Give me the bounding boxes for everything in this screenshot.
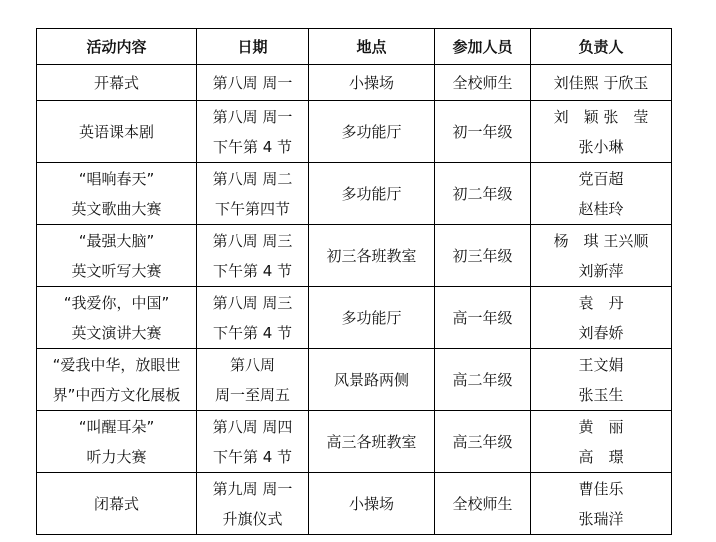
cell-text: 赵桂玲 [578, 199, 624, 218]
cell-activity [37, 473, 197, 535]
cell-text: 第八周 周二 [212, 169, 293, 188]
cell-text: 高二年级 [452, 370, 513, 389]
cell-text: 下午第 4 节 [212, 447, 293, 466]
cell-text: 袁 丹 [578, 293, 624, 312]
table-row [37, 411, 672, 473]
cell-date [197, 163, 309, 225]
cell-text: 英文听写大赛 [71, 261, 162, 280]
cell-text: 王文娟 [578, 355, 624, 374]
header-place: 地点 [309, 29, 435, 65]
cell-text: 曹佳乐 [578, 479, 624, 498]
cell-text: 英文歌曲大赛 [71, 199, 162, 218]
cell-place [309, 163, 435, 225]
header-participants: 参加人员 [435, 29, 531, 65]
cell-activity [37, 411, 197, 473]
table-row [37, 65, 672, 101]
cell-leaders [531, 163, 672, 225]
header-date: 日期 [197, 29, 309, 65]
cell-text: 开幕式 [93, 73, 139, 92]
cell-leaders [531, 101, 672, 163]
cell-text: “爱我中华，放眼世 [52, 355, 181, 374]
cell-text: 周一至周五 [214, 385, 290, 404]
cell-date [197, 349, 309, 411]
cell-text: 多功能厅 [341, 184, 402, 203]
schedule-table [36, 28, 672, 535]
cell-activity [37, 349, 197, 411]
cell-place [309, 473, 435, 535]
cell-text: 初三年级 [452, 246, 513, 265]
cell-date [197, 65, 309, 101]
cell-text: 高一年级 [452, 308, 513, 327]
cell-text: 英文演讲大赛 [71, 323, 162, 342]
cell-participants [435, 163, 531, 225]
table-body [37, 65, 672, 535]
cell-text: 第九周 周一 [212, 479, 293, 498]
cell-text: 第八周 [229, 355, 275, 374]
cell-leaders [531, 473, 672, 535]
cell-leaders [531, 65, 672, 101]
cell-participants [435, 225, 531, 287]
cell-text: “最强大脑” [78, 231, 155, 250]
cell-text: 风景路两侧 [333, 370, 409, 389]
cell-activity [37, 287, 197, 349]
header-row [37, 29, 672, 65]
cell-text: “叫醒耳朵” [78, 417, 155, 436]
cell-text: 多功能厅 [341, 308, 402, 327]
cell-text: 多功能厅 [341, 122, 402, 141]
cell-text: 高三各班教室 [326, 432, 417, 451]
cell-text: 初二年级 [452, 184, 513, 203]
table-row [37, 163, 672, 225]
cell-text: 英语课本剧 [78, 122, 154, 141]
cell-place [309, 225, 435, 287]
cell-activity [37, 163, 197, 225]
table-row [37, 225, 672, 287]
cell-text: 下午第四节 [214, 199, 290, 218]
header-leaders: 负责人 [531, 29, 672, 65]
cell-date [197, 473, 309, 535]
cell-text: 小操场 [348, 73, 394, 92]
cell-text: 初一年级 [452, 122, 513, 141]
cell-text: “唱响春天” [78, 169, 155, 188]
cell-text: 全校师生 [452, 494, 513, 513]
cell-date [197, 411, 309, 473]
cell-text: “我爱你，中国” [63, 293, 170, 312]
cell-date [197, 225, 309, 287]
cell-text: 张瑞洋 [578, 509, 624, 528]
cell-place [309, 287, 435, 349]
cell-place [309, 411, 435, 473]
cell-activity [37, 101, 197, 163]
cell-text: 下午第 4 节 [212, 261, 293, 280]
cell-leaders [531, 411, 672, 473]
cell-participants [435, 287, 531, 349]
cell-place [309, 349, 435, 411]
cell-date [197, 287, 309, 349]
cell-text: 听力大赛 [86, 447, 147, 466]
cell-text: 下午第 4 节 [212, 137, 293, 156]
cell-text: 党百超 [578, 169, 624, 188]
cell-participants [435, 65, 531, 101]
table-row [37, 101, 672, 163]
cell-text: 刘春娇 [578, 323, 624, 342]
cell-place [309, 65, 435, 101]
cell-date [197, 101, 309, 163]
cell-leaders [531, 349, 672, 411]
table-row [37, 287, 672, 349]
cell-text: 第八周 周四 [212, 417, 293, 436]
cell-activity [37, 65, 197, 101]
cell-text: 界”中西方文化展板 [52, 385, 181, 404]
cell-text: 闭幕式 [93, 494, 139, 513]
cell-text: 黄 丽 [578, 417, 624, 436]
cell-text: 升旗仪式 [222, 509, 283, 528]
header-activity: 活动内容 [37, 29, 197, 65]
cell-leaders [531, 287, 672, 349]
cell-text: 下午第 4 节 [212, 323, 293, 342]
cell-text: 第八周 周一 [212, 107, 293, 126]
cell-text: 张小琳 [578, 137, 624, 156]
cell-participants [435, 473, 531, 535]
cell-text: 刘新萍 [578, 261, 624, 280]
cell-text: 全校师生 [452, 73, 513, 92]
cell-participants [435, 411, 531, 473]
cell-text: 张玉生 [578, 385, 624, 404]
cell-participants [435, 101, 531, 163]
cell-text: 高三年级 [452, 432, 513, 451]
cell-text: 第八周 周一 [212, 73, 293, 92]
cell-activity [37, 225, 197, 287]
cell-participants [435, 349, 531, 411]
cell-text: 杨 琪 王兴顺 [553, 231, 649, 250]
cell-text: 刘佳熙 于欣玉 [553, 73, 649, 92]
cell-text: 第八周 周三 [212, 231, 293, 250]
cell-text: 小操场 [348, 494, 394, 513]
cell-text: 初三各班教室 [326, 246, 417, 265]
cell-place [309, 101, 435, 163]
table-row [37, 349, 672, 411]
cell-text: 高 璟 [578, 447, 624, 466]
table-row [37, 473, 672, 535]
cell-text: 第八周 周三 [212, 293, 293, 312]
cell-leaders [531, 225, 672, 287]
cell-text: 刘 颖 张 莹 [553, 107, 649, 126]
